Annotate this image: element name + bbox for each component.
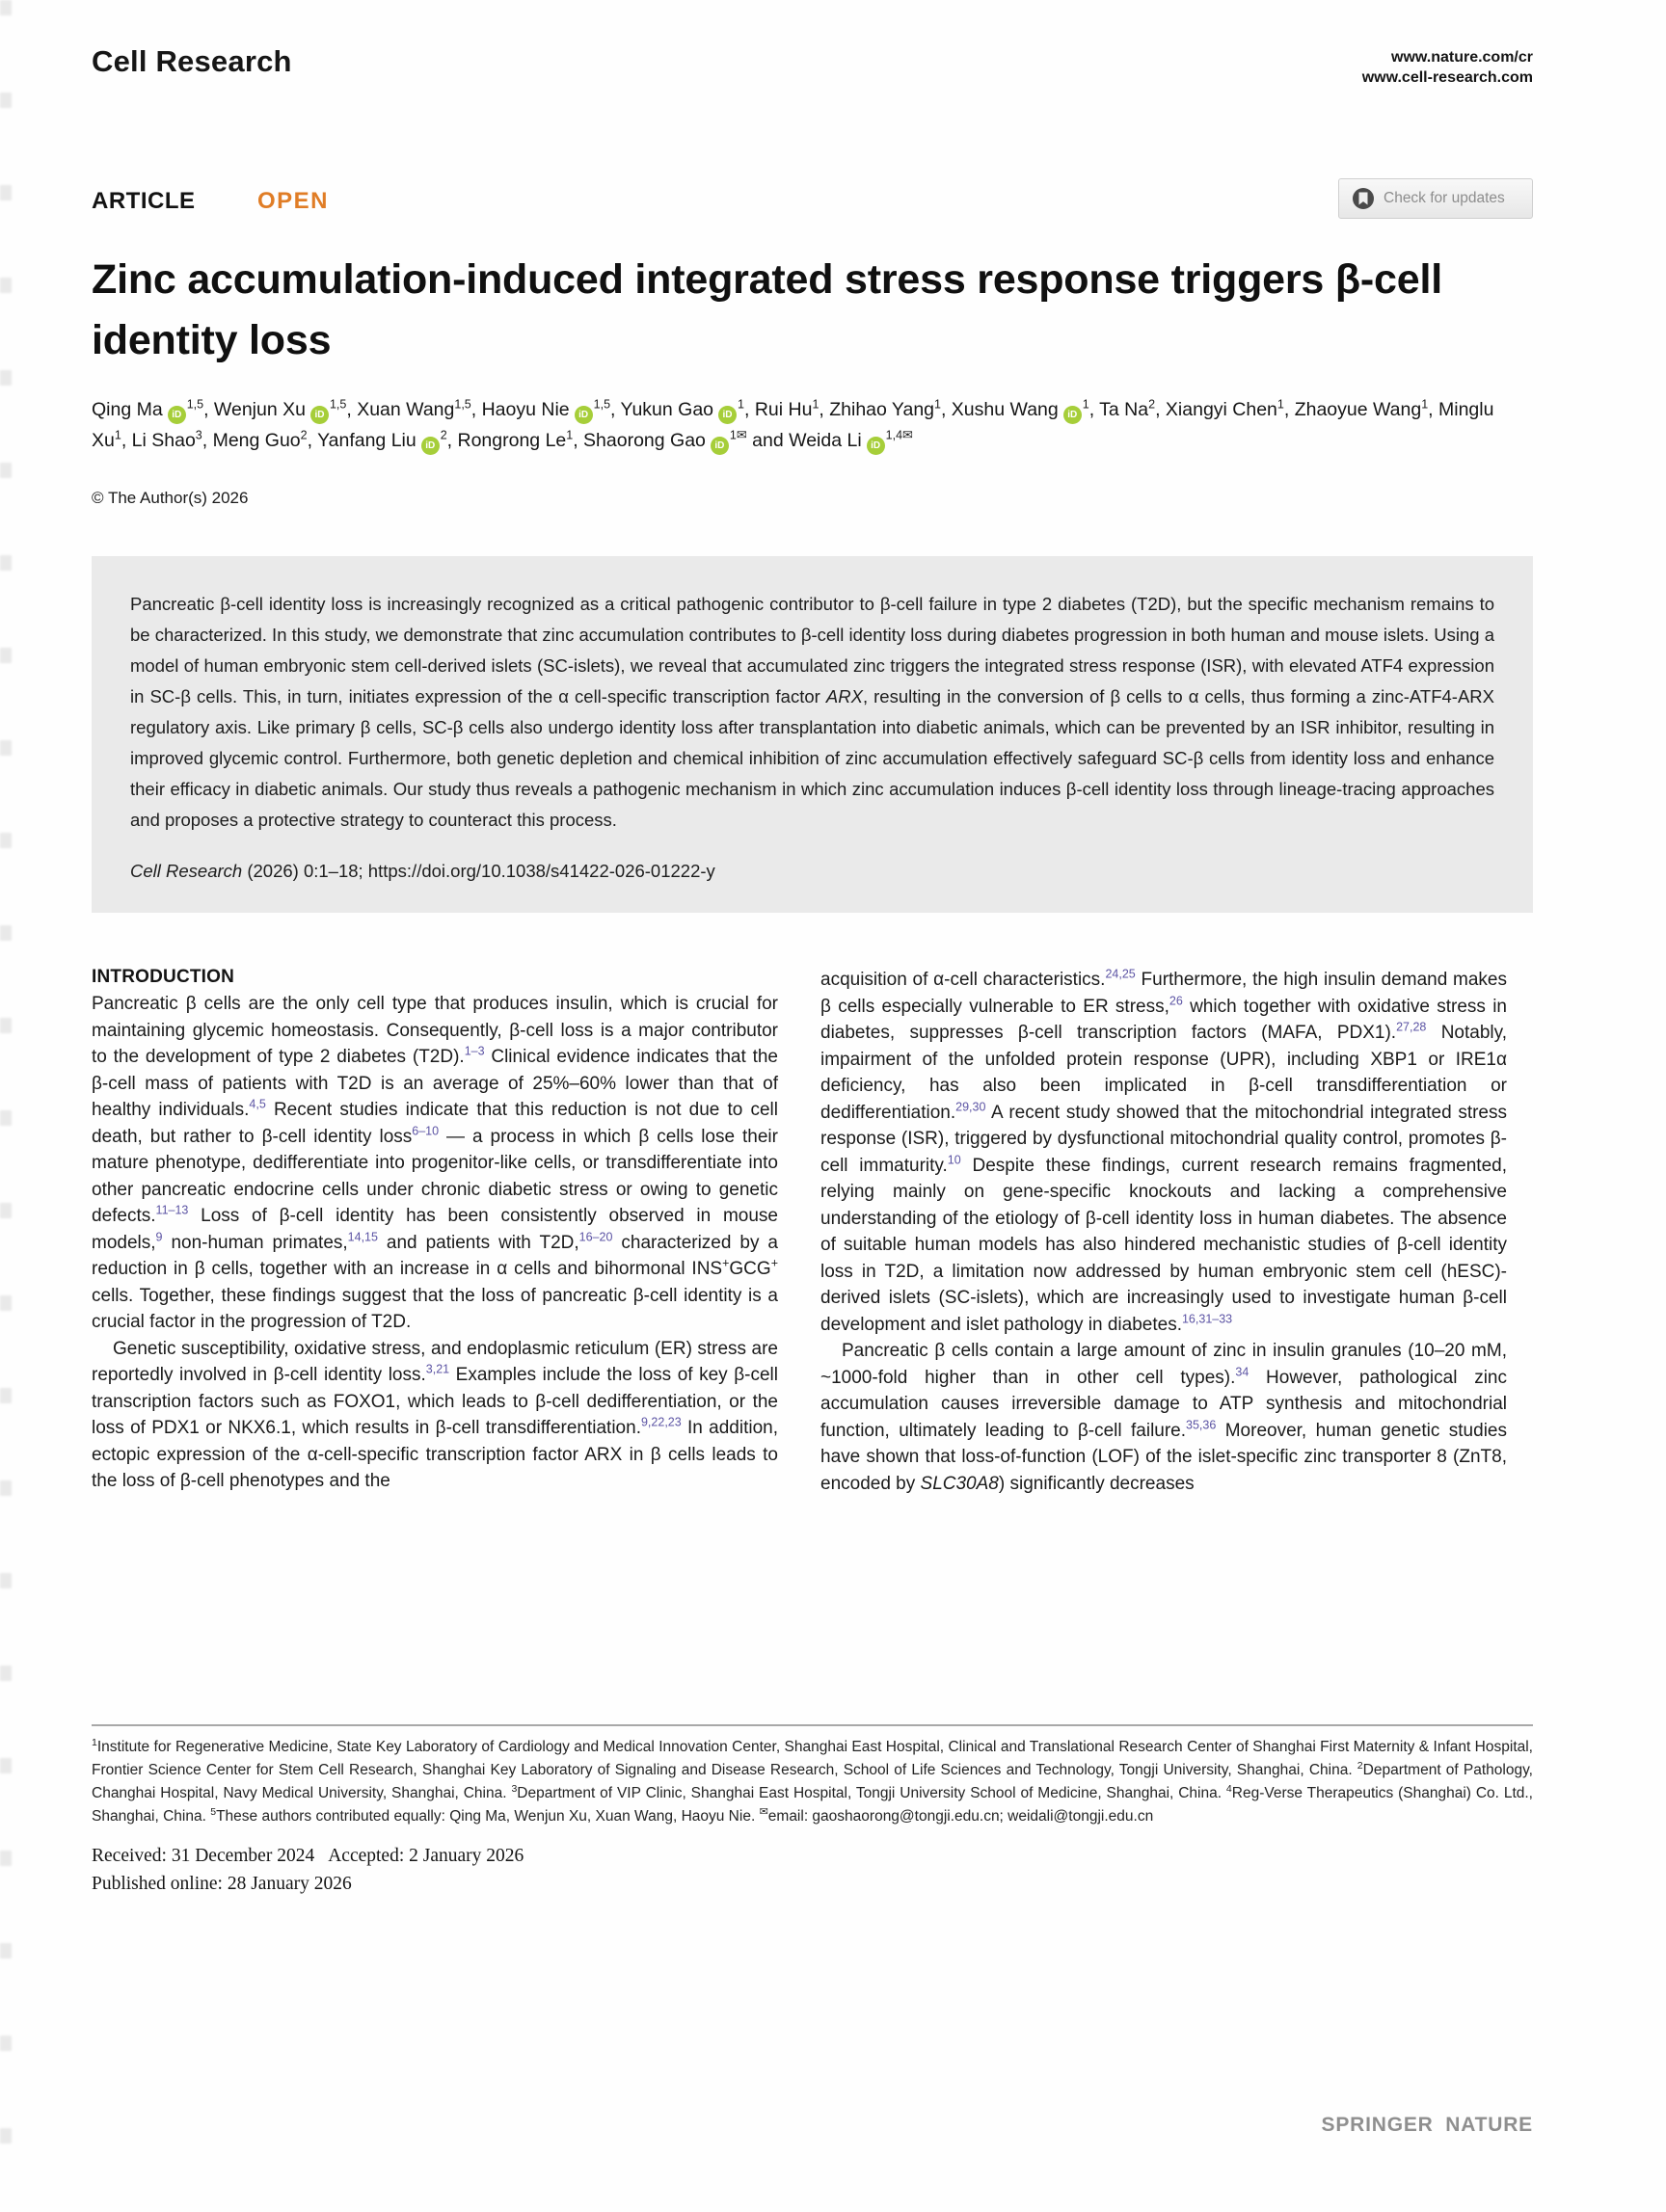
- reference-superscript: 24,25: [1105, 967, 1136, 981]
- affiliation-superscript: 1,5: [186, 397, 204, 412]
- url-nature: www.nature.com/cr: [1391, 49, 1533, 66]
- reference-superscript: 1–3: [464, 1044, 485, 1058]
- reference-superscript: 6–10: [412, 1124, 440, 1138]
- reference-superscript: 14,15: [347, 1230, 378, 1244]
- article-meta-row: [92, 188, 1533, 230]
- orcid-icon[interactable]: iD: [575, 406, 593, 424]
- abstract-text: Pancreatic β-cell identity loss is increasingly recognized as a critical pathogenic contributor to β-cell failure in type 2 diabetes (T2D), but the specific mechanism remains to be characterized. In this study, we demonstrate that zinc accumulation contributes to β-cell identity loss during diabetes progression in both human and mouse islets. Using a model of human embryonic stem cell-derived islets (SC-islets), we reveal that accumulated zinc triggers the integrated stress response (ISR), with elevated ATF4 expression in SC-β cells. This, in turn, initiates expression of the α cell-specific transcription factor ARX, resulting in the conversion of β cells to α cells, thus forming a zinc-ATF4-ARX regulatory axis. Like primary β cells, SC-β cells also undergo identity loss after transplantation into diabetic animals, which can be prevented by an ISR inhibitor, resulting in improved glycemic control. Furthermore, both genetic depletion and chemical inhibition of zinc accumulation effectively safeguard SC-β cells from identity loss and enhance their efficacy in diabetic animals. Our study thus reveals a pathogenic mechanism in which zinc accumulation induces β-cell identity loss through lineage-tracing approaches and proposes a protective strategy to counteract this process.: [130, 594, 1494, 830]
- orcid-icon[interactable]: iD: [718, 406, 737, 424]
- affiliation-superscript: +: [770, 1256, 778, 1270]
- springer-nature-logo: SPRINGER NATURE: [1321, 2114, 1533, 2136]
- orcid-icon[interactable]: iD: [168, 406, 186, 424]
- orcid-icon[interactable]: iD: [867, 437, 885, 455]
- reference-superscript: 3,21: [425, 1362, 450, 1376]
- affiliation-superscript: 1: [738, 397, 744, 412]
- intro-paragraph-1: Pancreatic β cells are the only cell type that produces insulin, which is crucial for maintaining glycemic homeostasis. Consequently, β-cell loss is a major contributor to the development of type 2 diabetes (T2D).$^{1-3}$ Clinical evidence indicates that the β-cell mass of patients with T2D is an average of 25%–60% lower than that of healthy individuals.$^{4,5}$ Recent studies indicate that this reduction is not due to cell death, but rather to β-cell identity loss$^{6-10}$ — a process in which β cells lose their mature phenotype, dedifferentiate into progenitor-like cells, or transdifferentiate into other pancreatic endocrine cells under chronic diabetic stress or owing to genetic defects.$^{11-13}$ Loss of β-cell identity has been consistently observed in mouse models,$^9$ non-human primates,$^{14,15}$ and patients with T2D,$^{16-20}$ characterized by a reduction in β cells, together with an increase in α cells and bihormonal INS+GCG+ cells. Together, these findings suggest that the loss of pancreatic β-cell identity is a crucial factor in the progression of T2D.: [92, 994, 778, 1332]
- affiliation-superscript: 2: [1357, 1759, 1363, 1772]
- orcid-icon[interactable]: iD: [711, 437, 729, 455]
- left-column: [92, 967, 778, 1711]
- orcid-icon[interactable]: iD: [310, 406, 329, 424]
- reference-superscript: 35,36: [1186, 1418, 1217, 1432]
- affiliation-superscript: 2: [440, 428, 447, 442]
- orcid-icon[interactable]: iD: [1063, 406, 1082, 424]
- intro-paragraph-2: Genetic susceptibility, oxidative stress, and endoplasmic reticulum (ER) stress are reportedly involved in β-cell identity loss.$^{3,21}$ Examples include the loss of key β-cell transcription factors such as FOXO1, which leads to β-cell dedifferentiation, or the loss of PDX1 or NKX6.1, which results in β-cell transdifferentiation.$^{9,22,23}$ In addition, ectopic expression of the α-cell-specific transcription factor ARX in β cells leads to the loss of β-cell phenotypes and the: [92, 1338, 778, 1491]
- intro-paragraph-3: acquisition of α-cell characteristics.$^{24,25}$ Furthermore, the high insulin demand makes β cells especially vulnerable to ER stress,$^{26}$ which together with oxidative stress in diabetes, suppresses β-cell transcription factors (MAFA, PDX1).$^{27,28}$ Notably, impairment of the unfolded protein response (UPR), including XBP1 or IRE1α deficiency, has also been implicated in β-cell transdifferentiation or dedifferentiation.$^{29,30}$ A recent study showed that the mitochondrial integrated stress response (ISR), triggered by dysfunctional mitochondrial quality control, promotes β-cell immaturity.$^{10}$ Despite these findings, current research remains fragmented, relying mainly on gene-specific knockouts and lacking a comprehensive understanding of the etiology of β-cell identity loss in human diabetes. The absence of suitable human models has also hindered mechanistic studies of β-cell identity loss in T2D, a limitation now addressed by human embryonic stem cell (hESC)-derived islets (SC-islets), which are increasingly used to investigate human β-cell development and islet pathology in diabetes.$^{16,31-33}$: [820, 967, 1507, 1335]
- intro-heading: INTRODUCTION: [92, 967, 235, 987]
- page-title: Zinc accumulation-induced integrated stress response triggers β-cell identity loss: [92, 256, 1442, 363]
- introduction-columns: [92, 967, 1533, 1711]
- reference-superscript: 9,22,23: [640, 1415, 682, 1429]
- email-icon[interactable]: ✉: [759, 1805, 768, 1818]
- italic-text: SLC30A8: [920, 1473, 999, 1494]
- affiliation-superscript: 1,5: [454, 397, 471, 412]
- accepted-date: Accepted: 2 January 2026: [328, 1846, 524, 1866]
- right-column: [820, 967, 1507, 1711]
- article-dates: [92, 1842, 1533, 1898]
- email-icon[interactable]: ✉: [902, 427, 913, 442]
- citation-line: Cell Research (2026) 0:1–18; https://doi.org/10.1038/s41422-026-01222-y: [130, 861, 715, 881]
- affiliation-superscript: 1: [1082, 397, 1089, 412]
- url-cell-research: www.cell-research.com: [1361, 69, 1533, 86]
- footnote-affiliations: $^1$Institute for Regenerative Medicine, State Key Laboratory of Cardiology and Medical Innovation Center, Shanghai East Hospital, Clinical and Translational Research Center of Shanghai First Maternity & Infant Hospital, Frontier Science Center for Stem Cell Research, Shanghai Key Laboratory of Signaling and Disease Research, School of Life Sciences and Technology, Tongji University, Shanghai, China. $^2$Department of Pathology, Changhai Hospital, Navy Medical University, Shanghai, China. $^3$Department of VIP Clinic, Shanghai East Hospital, Tongji University School of Medicine, Shanghai, China. $^4$Reg-Verse Therapeutics (Shanghai) Co. Ltd., Shanghai, China. $^5$These authors contributed equally: Qing Ma, Wenjun Xu, Xuan Wang, Haoyu Nie. ✉email: gaoshaorong@tongji.edu.cn; weidali@tongji.edu.cn: [92, 1736, 1533, 1825]
- affiliation-superscript: 1: [1421, 397, 1429, 412]
- affiliation-superscript: +: [722, 1256, 730, 1270]
- italic-text: Cell Research: [130, 861, 243, 881]
- copyright-notice: © The Author(s) 2026: [92, 489, 249, 507]
- page-header: [92, 0, 1533, 88]
- affiliation-superscript: 5: [210, 1805, 217, 1818]
- affiliation-superscript: 1,5: [593, 397, 611, 412]
- abstract-box: [92, 556, 1533, 913]
- affiliation-superscript: 4: [1225, 1782, 1232, 1795]
- received-date: Received: 31 December 2024: [92, 1846, 315, 1866]
- reference-superscript: 34: [1235, 1365, 1250, 1379]
- affiliation-superscript: 2: [1148, 397, 1156, 412]
- affiliation-superscript: 3: [511, 1782, 518, 1795]
- affiliation-superscript: 2: [300, 428, 308, 442]
- affiliation-superscript: 1: [114, 428, 121, 442]
- reference-superscript: 10: [947, 1153, 961, 1167]
- reference-superscript: 16,31–33: [1181, 1312, 1233, 1326]
- affiliation-superscript: 1: [729, 428, 737, 442]
- affiliation-superscript: 1: [1276, 397, 1284, 412]
- author-list: Qing Ma iD$^{1,5}$, Wenjun Xu iD$^{1,5}$, Xuan Wang$^{1,5}$, Haoyu Nie iD$^{1,5}$, Yukun Gao iD$^1$, Rui Hu$^1$, Zhihao Yang$^1$, Xushu Wang iD$^1$, Ta Na$^2$, Xiangyi Chen$^1$, Zhaoyue Wang$^1$, Minglu Xu$^1$, Li Shao$^3$, Meng Guo$^2$, Yanfang Liu iD$^2$, Rongrong Le$^1$, Shaorong Gao iD$^{1✉}$ and Weida Li iD$^{1,4✉}$: [92, 394, 1533, 456]
- journal-urls: [1362, 44, 1533, 88]
- affiliation-superscript: 1: [566, 428, 574, 442]
- intro-paragraph-4: Pancreatic β cells contain a large amount of zinc in insulin granules (10–20 mM, ~1000-fold higher than in other cell types).$^{34}$ However, pathological zinc accumulation causes irreversible damage to ATP synthesis and mitochondrial function, ultimately leading to β-cell failure.$^{35,36}$ Moreover, human genetic studies have shown that loss-of-function (LOF) of the islet-specific zinc transporter 8 (ZnT8, encoded by SLC30A8) significantly decreases: [820, 1341, 1507, 1494]
- crossmark-icon: [1352, 187, 1375, 210]
- affiliation-superscript: 1,4: [885, 428, 903, 442]
- reference-superscript: 27,28: [1396, 1020, 1427, 1034]
- reference-superscript: 11–13: [155, 1203, 189, 1217]
- open-access-label: OPEN: [256, 188, 329, 214]
- footnote-divider: [92, 1724, 1533, 1726]
- email-icon[interactable]: ✉: [736, 427, 747, 442]
- affiliation-superscript: 3: [195, 428, 202, 442]
- affiliation-superscript: 1,5: [329, 397, 347, 412]
- affiliation-superscript: 1: [92, 1736, 97, 1748]
- reference-superscript: 4,5: [249, 1097, 266, 1111]
- reference-superscript: 26: [1169, 994, 1183, 1008]
- italic-text: ARX: [825, 686, 863, 706]
- reference-superscript: 16–20: [578, 1230, 613, 1244]
- check-for-updates-label: Check for updates: [1384, 190, 1505, 206]
- reference-superscript: 29,30: [955, 1100, 986, 1114]
- check-for-updates-badge[interactable]: [1338, 178, 1533, 219]
- journal-name: Cell Research: [92, 44, 292, 78]
- reference-superscript: 9: [155, 1230, 163, 1244]
- received-accepted-line: [92, 1842, 1533, 1870]
- orcid-icon[interactable]: iD: [421, 437, 440, 455]
- affiliation-superscript: 1: [934, 397, 941, 412]
- article-type-label: ARTICLE: [92, 188, 196, 214]
- affiliation-superscript: 1: [812, 397, 820, 412]
- published-line: Published online: 28 January 2026: [92, 1874, 352, 1894]
